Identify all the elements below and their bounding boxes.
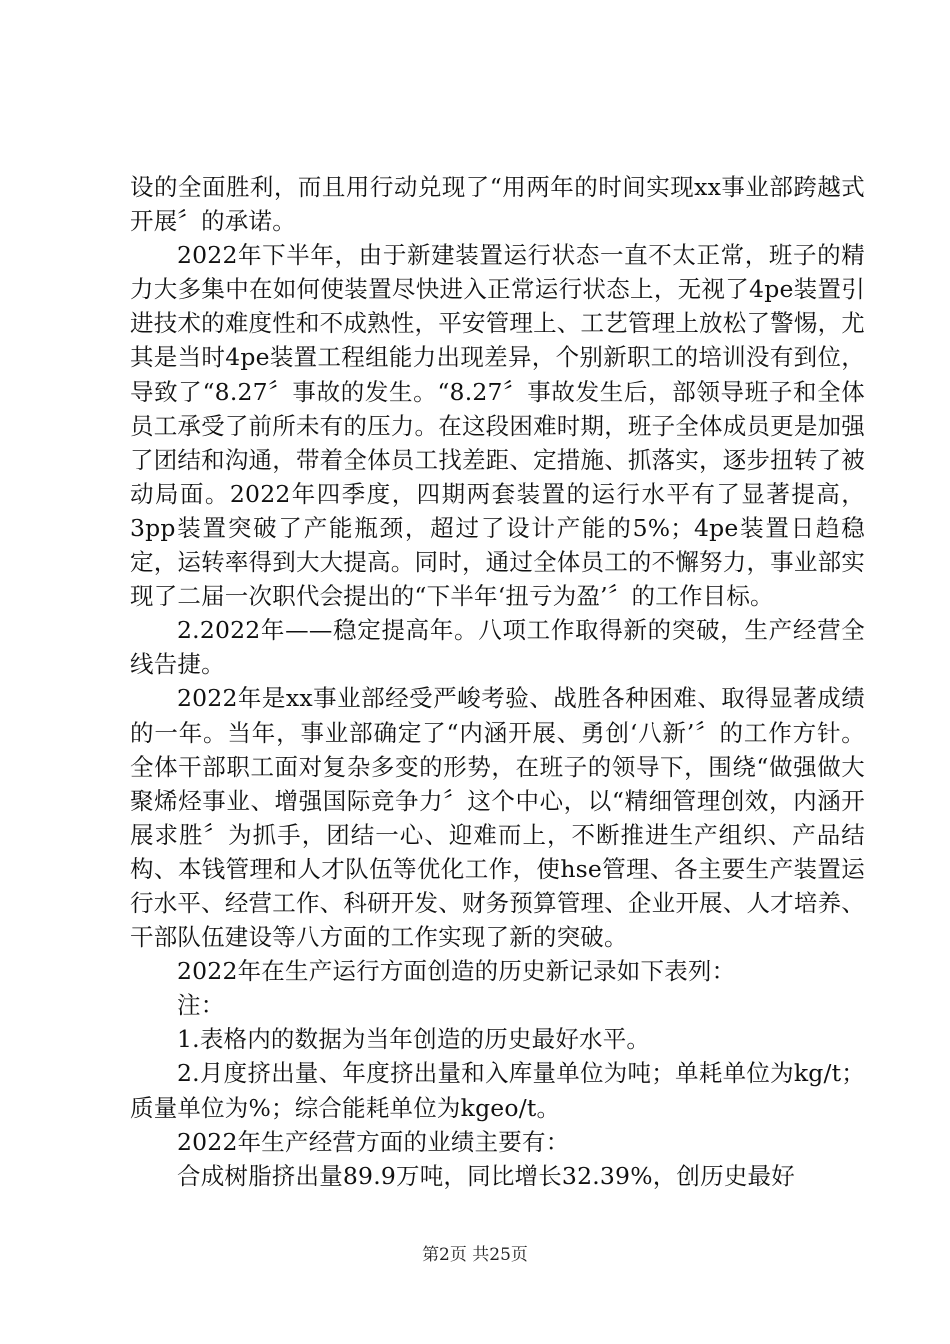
document-body bbox=[130, 170, 865, 1193]
page-number-footer: 第2页 共25页 bbox=[422, 1245, 528, 1265]
paragraph-performance-intro: 2022年生产经营方面的业绩主要有： bbox=[177, 1127, 570, 1156]
paragraph-second-half-2022: 2022年下半年，由于新建装置运行状态一直不太正常，班子的精力大多集中在如何使装置尽快进入正常运行状态上，无视了4pe装置引进技术的难度性和不成熟性，平安管理上、工艺管理上放松了警惕，尤其是当时4pe装置工程组能力出现差异，个别新职工的培训没有到位，导致了“8.27〞事故的发生。“8.27〞事故发生后，部领导班子和全体员工承受了前所未有的压力。在这段困难时期，班子全体成员更是加强了团结和沟通，带着全体员工找差距、定措施、抓落实，逐步扭转了被动局面。2022年四季度，四期两套装置的运行水平有了显著提高，3pp装置突破了产能瓶颈，超过了设计产能的5%；4pe装置日趋稳定，运转率得到大大提高。同时，通过全体员工的不懈努力，事业部实现了二届一次职代会提出的“下半年‘扭亏为盈’〞的工作目标。 bbox=[130, 241, 865, 611]
paragraph-2022-achievements: 2022年是xx事业部经受严峻考验、战胜各种困难、取得显著成绩的一年。当年，事业部确定了“内涵开展、勇创‘八新’〞的工作方针。全体干部职工面对复杂多变的形势，在班子的领导下，围绕“做强做大聚烯烃事业、增强国际竞争力〞这个中心，以“精细管理创效，内涵开展求胜〞为抓手，团结一心、迎难而上，不断推进生产组织、产品结构、本钱管理和人才队伍等优化工作，使hse管理、各主要生产装置运行水平、经营工作、科研开发、财务预算管理、企业开展、人才培养、干部队伍建设等八方面的工作实现了新的突破。 bbox=[130, 684, 865, 952]
note-label: 注： bbox=[177, 991, 225, 1020]
paragraph-continuation: 设的全面胜利，而且用行动兑现了“用两年的时间实现xx事业部跨越式开展〞的承诺。 bbox=[130, 173, 865, 236]
paragraph-records-intro: 2022年在生产运行方面创造的历史新记录如下表列： bbox=[177, 957, 736, 986]
paragraph-resin-output: 合成树脂挤出量89.9万吨，同比增长32.39%，创历史最好 bbox=[177, 1161, 795, 1190]
note-item-1: 1.表格内的数据为当年创造的历史最好水平。 bbox=[177, 1025, 651, 1054]
section-heading-2022-stable: 2.2022年——稳定提高年。八项工作取得新的突破，生产经营全线告捷。 bbox=[130, 616, 865, 679]
note-item-2: 2.月度挤出量、年度挤出量和入库量单位为吨；单耗单位为kg/t；质量单位为%；综合能耗单位为kgeo/t。 bbox=[130, 1059, 865, 1122]
